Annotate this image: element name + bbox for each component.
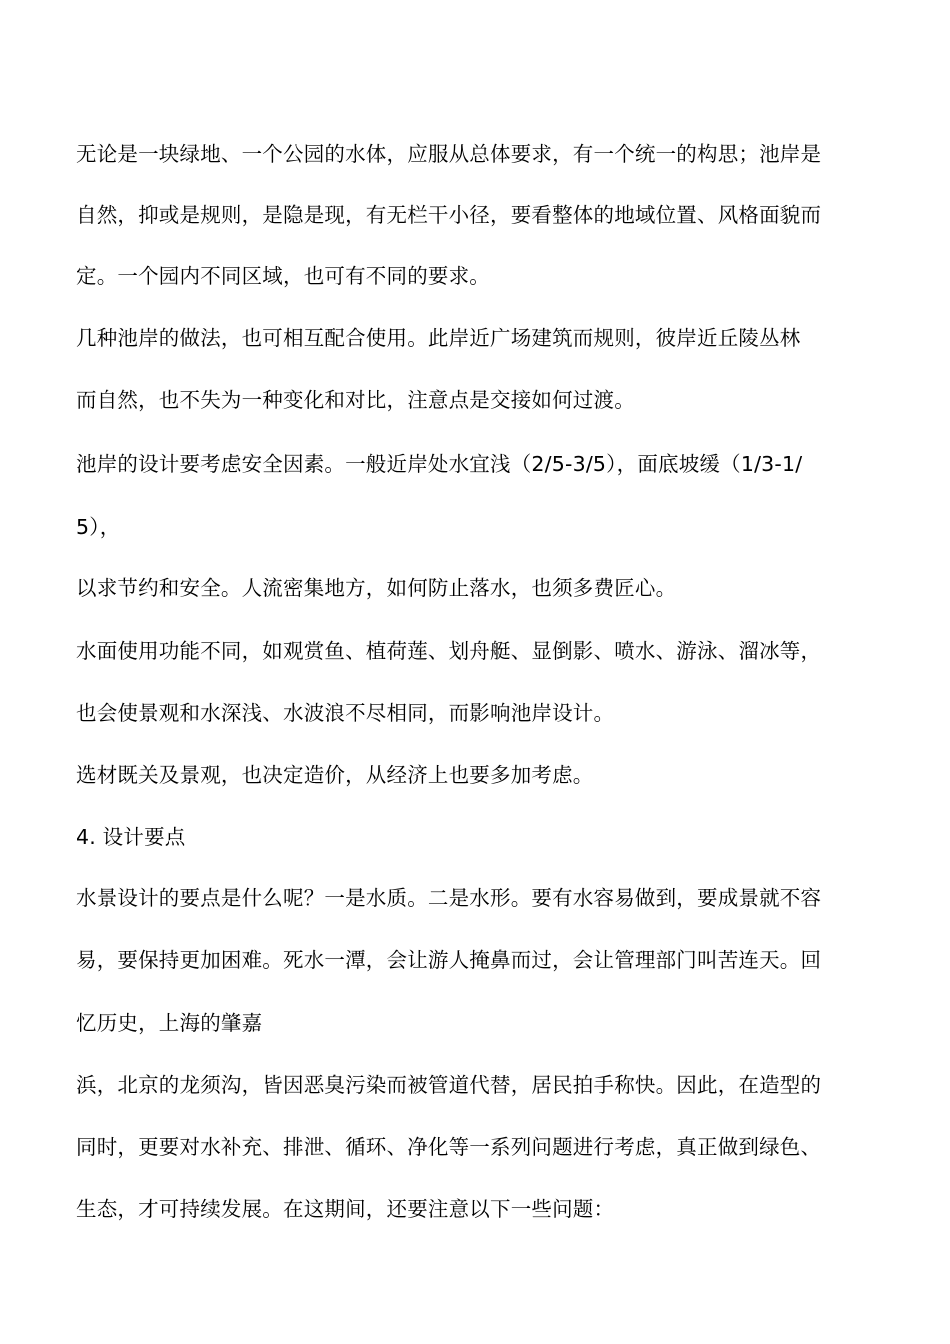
text-line: 水景设计的要点是什么呢？一是水质。二是水形。要有水容易做到，要成景就不容: [76, 886, 822, 910]
text-line: 5），: [76, 515, 121, 539]
text-line: 浜，北京的龙须沟，皆因恶臭污染而被管道代替，居民拍手称快。因此，在造型的: [76, 1073, 822, 1097]
text-line: 生态，才可持续发展。在这期间，还要注意以下一些问题：: [76, 1197, 615, 1221]
text-line: 池岸的设计要考虑安全因素。一般近岸处水宜浅（2/5-3/5），面底坡缓（1/3-1/: [76, 452, 803, 476]
text-line: 而自然，也不失为一种变化和对比，注意点是交接如何过渡。: [76, 388, 635, 412]
text-line: 定。一个园内不同区域，也可有不同的要求。: [76, 264, 490, 288]
text-line: 几种池岸的做法，也可相互配合使用。此岸近广场建筑而规则，彼岸近丘陵丛林: [76, 326, 801, 350]
text-line: 水面使用功能不同，如观赏鱼、植荷莲、划舟艇、显倒影、喷水、游泳、溜冰等，: [76, 639, 822, 663]
text-line: 无论是一块绿地、一个公园的水体，应服从总体要求，有一个统一的构思；池岸是: [76, 142, 822, 166]
text-line: 同时，更要对水补充、排泄、循环、净化等一系列问题进行考虑，真正做到绿色、: [76, 1135, 822, 1159]
text-line: 以求节约和安全。人流密集地方，如何防止落水，也须多费匠心。: [76, 576, 677, 600]
text-line: 易，要保持更加困难。死水一潭，会让游人掩鼻而过，会让管理部门叫苦连天。回: [76, 948, 822, 972]
section-heading: 4. 设计要点: [76, 825, 186, 849]
text-line: 自然，抑或是规则，是隐是现，有无栏干小径，要看整体的地域位置、风格面貌而: [76, 203, 822, 227]
text-line: 忆历史，上海的肇嘉: [76, 1011, 263, 1035]
text-line: 选材既关及景观，也决定造价，从经济上也要多加考虑。: [76, 763, 594, 787]
text-line: 也会使景观和水深浅、水波浪不尽相同，而影响池岸设计。: [76, 701, 615, 725]
